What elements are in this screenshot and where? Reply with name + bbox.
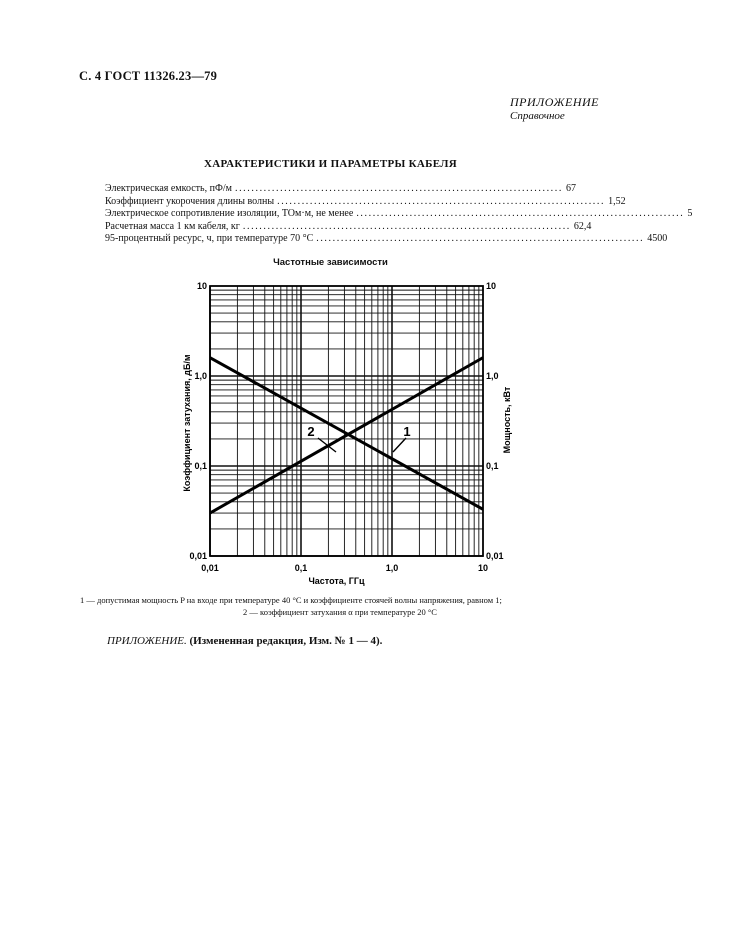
y-tick-label-right: 0,01 (486, 551, 504, 561)
appendix-subtitle: Справочное (510, 110, 565, 122)
page-header: С. 4 ГОСТ 11326.23—79 (79, 69, 218, 83)
parameter-value: 5 (687, 208, 693, 219)
appendix-title: ПРИЛОЖЕНИЕ (510, 95, 599, 109)
y-tick-label-right: 0,1 (486, 461, 499, 471)
parameter-label: Коэффициент укорочения длины волны (105, 195, 275, 207)
parameter-label: 95-процентный ресурс, ч, при температуре 70 °С (105, 233, 314, 244)
parameter-value: 1,52 (608, 195, 626, 207)
y-tick-label-left: 0,01 (189, 551, 207, 561)
x-tick-label: 0,1 (294, 563, 308, 573)
amendment-note (107, 635, 382, 647)
leader-dots: ................................................................................ (356, 208, 685, 219)
parameter-value: 62,4 (573, 220, 592, 232)
series-label-1: 1 (403, 424, 411, 439)
legend-item-1: 1 — допустимая мощность P на входе при температуре 40 °С и коэффициенте стоячей волны напряжения, равном 1; (80, 595, 502, 605)
plot-frame (210, 286, 483, 556)
x-tick-label: 10 (477, 563, 489, 573)
leader-dots: ................................................................................ (277, 195, 606, 207)
y-tick-label-right: 1,0 (486, 371, 499, 381)
parameter-value: 4500 (647, 233, 668, 244)
leader-dots: ................................................................................ (234, 183, 563, 194)
chart-legend (80, 594, 600, 618)
series-label-2: 2 (307, 424, 315, 439)
chart-title: Частотные зависимости (273, 257, 388, 268)
leader-dots: ................................................................................ (242, 220, 571, 232)
y-tick-label-left: 10 (196, 281, 207, 291)
y-axis-label-left: Коэффициент затухания, дБ/м (182, 354, 192, 492)
y-tick-label-right: 10 (486, 281, 497, 291)
x-tick-label: 1,0 (385, 563, 399, 573)
parameter-label: Расчетная масса 1 км кабеля, кг (105, 220, 240, 232)
leader-dots: ................................................................................ (316, 233, 645, 244)
x-axis-label: Частота, ГГц (308, 576, 365, 586)
y-tick-label-left: 1,0 (194, 371, 207, 381)
parameter-label: Электрическое сопротивление изоляции, ТОм·м, не менее (105, 208, 354, 219)
y-tick-label-left: 0,1 (194, 461, 207, 471)
series-label-leader-1 (393, 438, 406, 452)
section-title: ХАРАКТЕРИСТИКИ И ПАРАМЕТРЫ КАБЕЛЯ (203, 158, 457, 170)
parameter-label: Электрическая емкость, пФ/м (105, 183, 232, 194)
amendment-label: ПРИЛОЖЕНИЕ. (107, 635, 187, 647)
parameter-value: 67 (565, 183, 576, 194)
legend-item-2: 2 — коэффициент затухания α при температуре 20 °С (243, 607, 437, 617)
y-axis-label-right: Мощность, кВт (502, 386, 512, 454)
x-tick-label: 0,01 (201, 563, 219, 573)
amendment-text: (Измененная редакция, Изм. № 1 — 4). (189, 635, 383, 647)
